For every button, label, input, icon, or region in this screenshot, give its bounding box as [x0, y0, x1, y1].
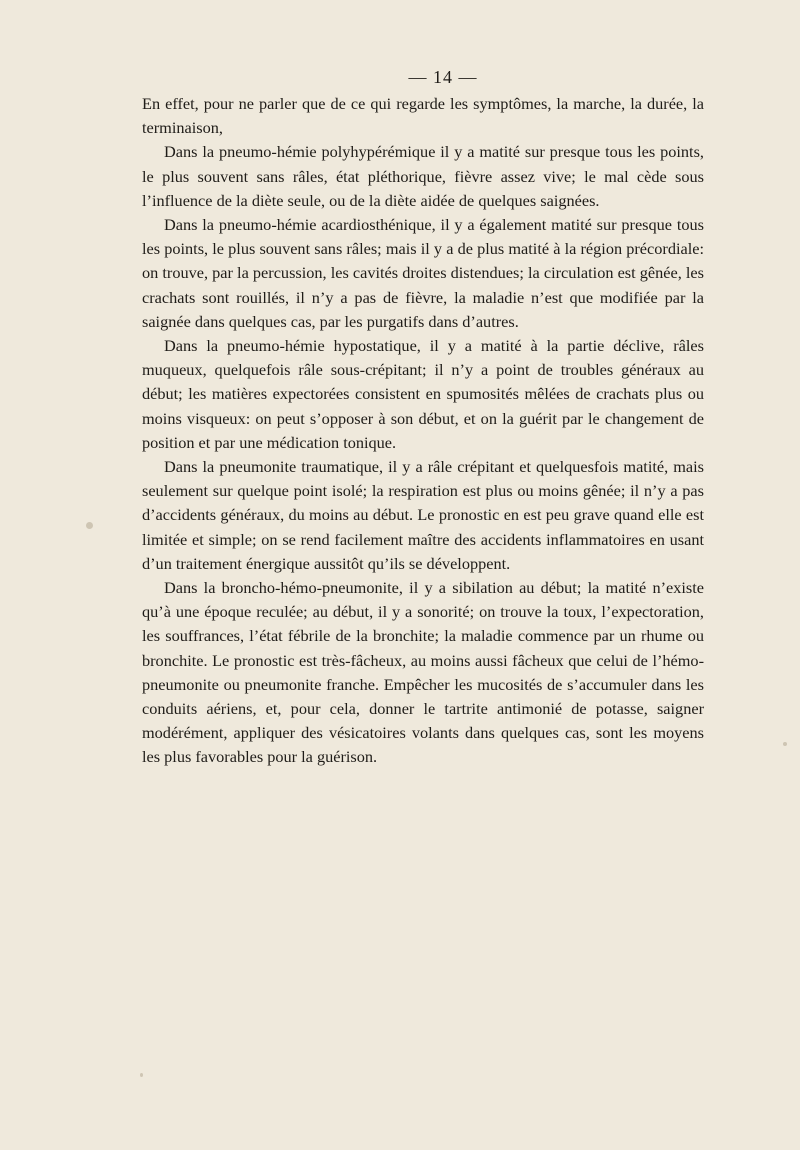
paper-speck [140, 1073, 143, 1077]
paragraph-traumatique: Dans la pneumonite traumatique, il y a râle crépitant et quelquesfois matité, mais seulement sur quelque point isolé; la respiration est plus ou moins gênée; il n’y a pas d’accidents généraux, du moins au début. Le pronostic en est peu grave quand elle est limitée et simple; on se rend facilement maître des accidents inflammatoires en usant d’un traitement énergique aussitôt qu’ils se développent. [142, 457, 704, 573]
body-text [142, 92, 704, 770]
paragraph-hypostatique: Dans la pneumo-hémie hypostatique, il y a matité à la partie déclive, râles muqueux, quelquefois râle sous-crépitant; il n’y a point de troubles généraux au début; les matières expectorées consistent en spumosités mêlées de crachats plus ou moins visqueux: on peut s’opposer à son début, et on la guérit par le changement de position et par une médication tonique. [142, 336, 704, 452]
paragraph-polyhyperemique: Dans la pneumo-hémie polyhypérémique il y a matité sur presque tous les points, le plus souvent sans râles, état pléthorique, fièvre assez vive; le mal cède sous l’influence de la diète seule, ou de la diète aidée de quelques saignées. [142, 142, 704, 210]
paragraph-intro: En effet, pour ne parler que de ce qui regarde les symptômes, la marche, la durée, la terminaison, [142, 94, 704, 138]
paragraph-acardiosthenique: Dans la pneumo-hémie acardiosthénique, il y a également matité sur presque tous les points, le plus souvent sans râles; mais il y a de plus matité à la région précordiale: on trouve, par la percussion, les cavités droites distendues; la circulation est gênée, les crachats sont rouillés, il n’y a pas de fièvre, la maladie n’est que modifiée par la saignée dans quelques cas, par les purgatifs dans d’autres. [142, 215, 704, 331]
page-number: — 14 — [408, 67, 478, 87]
paragraph-broncho-hemo-pneumonite: Dans la broncho-hémo-pneumonite, il y a sibilation au début; la matité n’existe qu’à une époque reculée; au début, il y a sonorité; on trouve la toux, l’expectoration, les souffrances, l’état fébrile de la bronchite; la maladie commence par un rhume ou bronchite. Le pronostic est très-fâcheux, au moins aussi fâcheux que celui de l’hémo-pneumonite ou pneumonite franche. Empêcher les mucosités de s’accumuler dans les conduits aériens, et, pour cela, donner le tartrite antimonié de potasse, saigner modérément, appliquer des vésicatoires volants dans quelques cas, sont les moyens les plus favorables pour la guérison. [142, 578, 704, 767]
paper-speck [86, 522, 93, 529]
paper-speck [783, 742, 787, 746]
